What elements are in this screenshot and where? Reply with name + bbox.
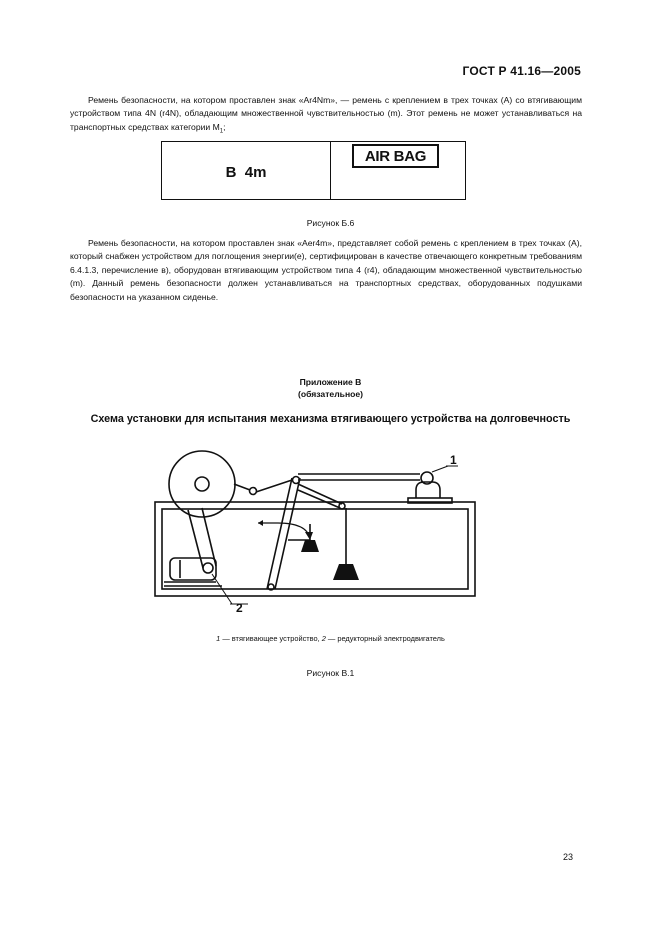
- brace-upper: [298, 484, 342, 504]
- page-number: 23: [562, 852, 573, 862]
- leader-line-1: [432, 466, 448, 472]
- approval-mark-code: B 4m: [225, 164, 267, 181]
- crank-link-left: [188, 510, 203, 568]
- strap-pivot: [250, 488, 257, 495]
- legend-desc-2: — редукторный электродвигатель: [325, 634, 445, 643]
- legend-num-2: 2: [321, 634, 326, 643]
- appendix-title: Приложение В: [299, 377, 362, 387]
- scheme-title: Схема установки для испытания механизма втягивающего устройства на долговечность: [90, 413, 571, 425]
- category-subscript: 1: [219, 128, 224, 135]
- figure-v1-caption: Рисунок В.1: [306, 668, 355, 678]
- diagram-label-1: 1: [450, 453, 457, 467]
- small-weight: [301, 540, 319, 552]
- legend-num-1: 1: [216, 634, 221, 643]
- arc-arrow-head: [305, 532, 313, 540]
- figure-b6-caption: Рисунок Б.6: [306, 218, 355, 228]
- strap-segment-1: [234, 484, 250, 490]
- pulley-hub: [195, 477, 209, 491]
- arrow-head-left: [258, 520, 263, 526]
- retractor-base: [408, 498, 452, 503]
- displacement-arc: [278, 523, 310, 538]
- pulley-wheel: [169, 451, 235, 517]
- motor-shaft: [203, 563, 213, 573]
- strap-segment-2: [256, 480, 292, 492]
- paragraph-2-text: Ремень безопасности, на котором проставлен знак «Aer4m», представляет собой ремень с креплением в трех точках (А), который снабжен устройством для поглощения энергии(е), сертифицирован в качестве отвечающего конкретным требованиям 6.4.1.3, перечисление в), оборудован втягивающим устройством типа 4 (r4), обладающим множественной чувствительностью (m). Данный ремень безопасности должен устанавливаться на транспортных средствах, оборудованных подушками безопасности на указанном сиденье.: [70, 238, 582, 302]
- appendix-kind: (обязательное): [297, 389, 364, 399]
- paragraph-1: [70, 94, 582, 139]
- test-setup-diagram: [150, 450, 480, 620]
- hanging-weight: [333, 564, 359, 580]
- paragraph-2: [70, 237, 582, 304]
- approval-mark-box: [161, 141, 466, 200]
- paragraph-1-end: ;: [223, 121, 226, 132]
- paragraph-1-text: Ремень безопасности, на котором проставлен знак «Ar4Nm», — ремень с креплением в трех точках (А) со втягивающим устройством типа 4N (r4N), обладающим множественной чувствительностью (m). Этот ремень не может устанавливаться на транспортных средствах категории M: [70, 95, 582, 132]
- approval-mark-left-cell: [162, 142, 331, 199]
- legend-desc-1: — втягивающее устройство,: [220, 634, 322, 643]
- standard-code: ГОСТ Р 41.16—2005: [462, 64, 581, 78]
- diagram-label-2: 2: [236, 601, 243, 615]
- gear-motor-body: [170, 558, 216, 580]
- diagram-legend: [0, 634, 661, 643]
- airbag-label: AIR BAG: [352, 144, 439, 168]
